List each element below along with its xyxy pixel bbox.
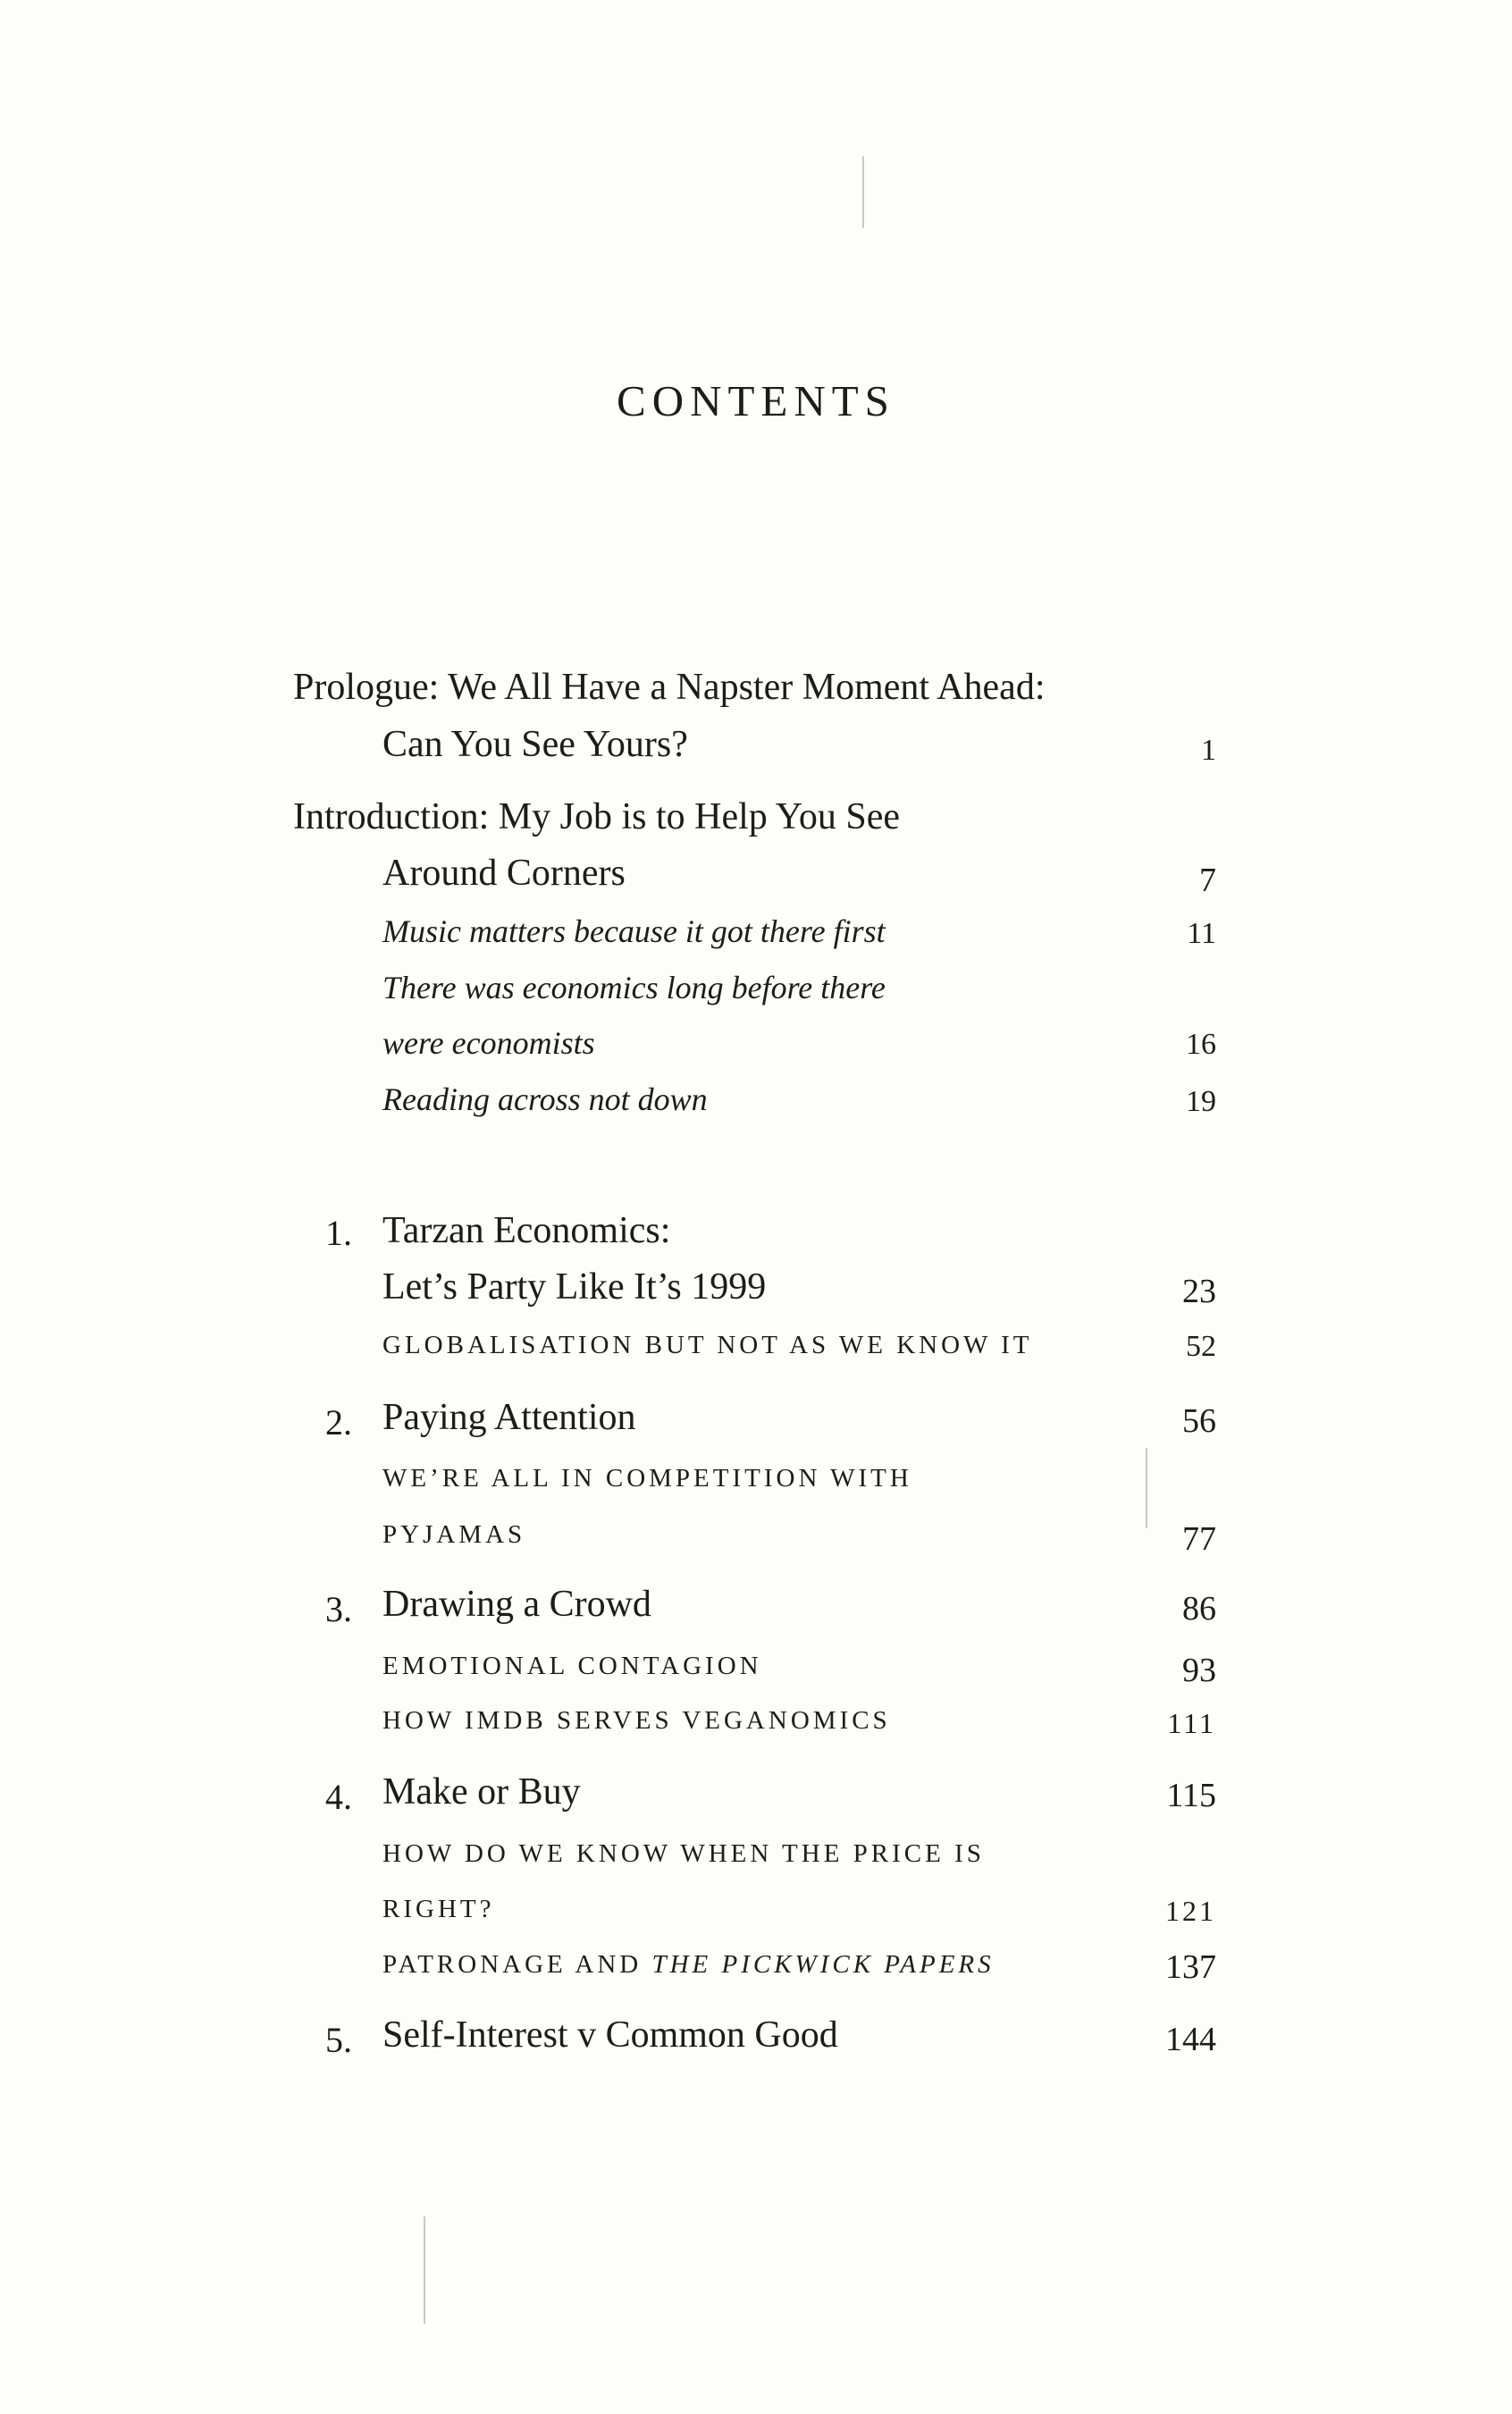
chapter-page-number: 56	[1182, 1402, 1216, 1440]
chapter-section: WE’RE ALL IN COMPETITION WITH	[382, 1464, 912, 1493]
chapter-section-text: PATRONAGE AND	[382, 1950, 652, 1979]
chapter-page-number: 115	[1166, 1777, 1216, 1814]
introduction-subsection-page: 16	[1186, 1028, 1216, 1061]
chapter-section-page: 121	[1165, 1895, 1216, 1927]
chapter-section: EMOTIONAL CONTAGION	[382, 1652, 762, 1680]
scan-mark	[424, 2216, 425, 2324]
chapter-page-number: 86	[1182, 1590, 1216, 1628]
introduction-subsection-page: 19	[1186, 1085, 1216, 1118]
prologue-title-line1: Prologue: We All Have a Napster Moment Ahead:	[293, 667, 1046, 708]
chapter-section: HOW DO WE KNOW WHEN THE PRICE IS	[382, 1839, 985, 1868]
contents-title: CONTENTS	[617, 376, 895, 425]
chapter-section	[382, 1952, 995, 1978]
chapter-title: Self-Interest v Common Good	[382, 2014, 838, 2056]
scan-mark	[862, 156, 864, 228]
scan-mark	[1146, 1448, 1147, 1528]
introduction-title-line1: Introduction: My Job is to Help You See	[293, 796, 901, 837]
chapter-number: 5.	[325, 2020, 352, 2060]
chapter-number: 4.	[325, 1777, 352, 1817]
chapter-section-page: 137	[1165, 1948, 1216, 1986]
prologue-page-number: 1	[1201, 734, 1216, 767]
chapter-title: Tarzan Economics:	[382, 1210, 671, 1251]
introduction-page-number: 7	[1199, 862, 1216, 899]
introduction-subsection: Reading across not down	[382, 1081, 708, 1117]
chapter-section: HOW IMDB SERVES VEGANOMICS	[382, 1706, 891, 1735]
chapter-section: PYJAMAS	[382, 1520, 526, 1549]
chapter-section-text-italic: THE PICKWICK PAPERS	[651, 1950, 995, 1979]
introduction-title-line2: Around Corners	[382, 853, 626, 894]
chapter-section-page: 77	[1182, 1520, 1216, 1558]
introduction-subsection: Music matters because it got there first	[382, 913, 886, 949]
chapter-section-page: 111	[1167, 1707, 1216, 1739]
chapter-section-page: 93	[1182, 1652, 1216, 1689]
introduction-subsection: were economists	[382, 1025, 595, 1061]
chapter-number: 3.	[325, 1589, 352, 1629]
chapter-number: 1.	[325, 1213, 352, 1253]
chapter-title: Make or Buy	[382, 1771, 581, 1813]
chapter-number: 2.	[325, 1402, 352, 1443]
chapter-title: Drawing a Crowd	[382, 1584, 651, 1625]
chapter-section: GLOBALISATION BUT NOT AS WE KNOW IT	[382, 1331, 1033, 1359]
chapter-section: RIGHT?	[382, 1895, 495, 1923]
chapter-section-page: 52	[1186, 1330, 1216, 1363]
prologue-title-line2: Can You See Yours?	[382, 724, 688, 765]
introduction-subsection: There was economics long before there	[382, 970, 886, 1005]
introduction-subsection-page: 11	[1187, 917, 1216, 950]
chapter-title: Paying Attention	[382, 1397, 636, 1438]
chapter-title-line2: Let’s Party Like It’s 1999	[382, 1266, 767, 1308]
chapter-page-number: 144	[1165, 2021, 1216, 2058]
chapter-page-number: 23	[1182, 1273, 1216, 1310]
